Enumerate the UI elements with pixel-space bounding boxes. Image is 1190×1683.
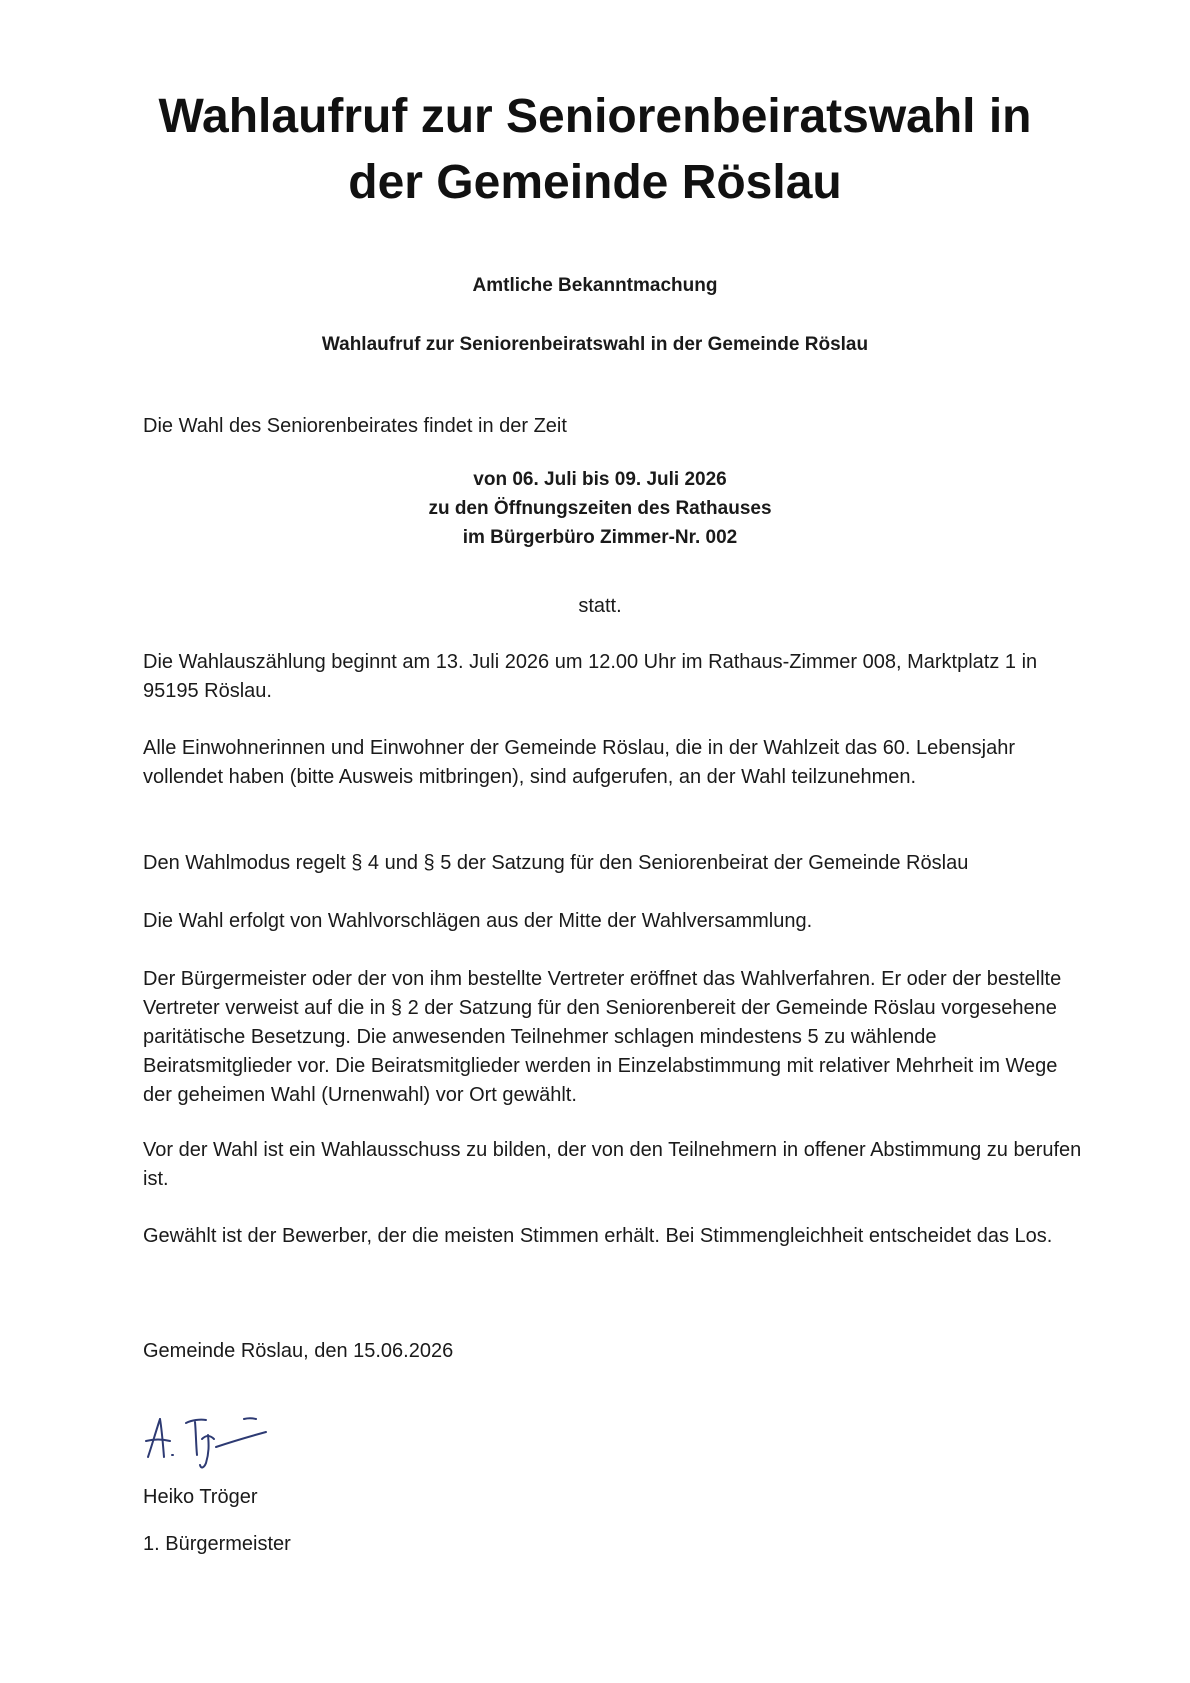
- document-title: Wahlaufruf zur Seniorenbeiratswahl in der Gemeinde Röslau: [158, 90, 1032, 209]
- signer-name: Heiko Tröger: [143, 1486, 258, 1508]
- official-notice-label: Amtliche Bekanntmachung: [472, 275, 718, 296]
- proposals-paragraph: Die Wahl erfolgt von Wahlvorschlägen aus der Mitte der Wahlversammlung.: [143, 910, 813, 932]
- schedule-hours: zu den Öffnungszeiten des Rathauses: [428, 498, 772, 519]
- schedule-dates: von 06. Juli bis 09. Juli 2026: [473, 469, 727, 490]
- count-paragraph: Die Wahlauszählung beginnt am 13. Juli 2026 um 12.00 Uhr im Rathaus-Zimmer 008, Marktplatz 1 in 95195 Röslau.: [143, 651, 1038, 702]
- statt-text: statt.: [578, 595, 622, 617]
- schedule-location: im Bürgerbüro Zimmer-Nr. 002: [462, 527, 738, 548]
- eligibility-paragraph: Alle Einwohnerinnen und Einwohner der Gemeinde Röslau, die in der Wahlzeit das 60. Lebensjahr vollendet haben (bitte Ausweis mitbringen), sind aufgerufen, an der Wahl teilzunehmen.: [143, 737, 1016, 788]
- signer-role: 1. Bürgermeister: [143, 1533, 291, 1555]
- signature-image: [140, 1405, 280, 1475]
- procedure-paragraph: Der Bürgermeister oder der von ihm bestellte Vertreter eröffnet das Wahlverfahren. Er oder der bestellte Vertreter verweist auf die in § 2 der Satzung für den Seniorenbereit der Gemeinde Röslau vorgesehene paritätische Besetzung. Die anwesenden Teilnehmer schlagen mindestens 5 zu wählende Beiratsmitglieder vor. Die Beiratsmitglieder werden in Einzelabstimmung mit relativer Mehrheit im Wege der geheimen Wahl (Urnenwahl) vor Ort gewählt.: [143, 968, 1062, 1106]
- mode-paragraph: Den Wahlmodus regelt § 4 und § 5 der Satzung für den Seniorenbeirat der Gemeinde Röslau: [143, 852, 969, 874]
- committee-paragraph: Vor der Wahl ist ein Wahlausschuss zu bilden, der von den Teilnehmern in offener Abstimmung zu berufen ist.: [143, 1139, 1082, 1190]
- election-schedule: [130, 465, 1070, 552]
- document-subtitle: Wahlaufruf zur Seniorenbeiratswahl in der Gemeinde Röslau: [321, 334, 869, 355]
- result-paragraph: Gewählt ist der Bewerber, der die meisten Stimmen erhält. Bei Stimmengleichheit entscheidet das Los.: [143, 1225, 1053, 1247]
- place-date: Gemeinde Röslau, den 15.06.2026: [143, 1340, 454, 1362]
- intro-paragraph: Die Wahl des Seniorenbeirates findet in der Zeit: [143, 415, 567, 437]
